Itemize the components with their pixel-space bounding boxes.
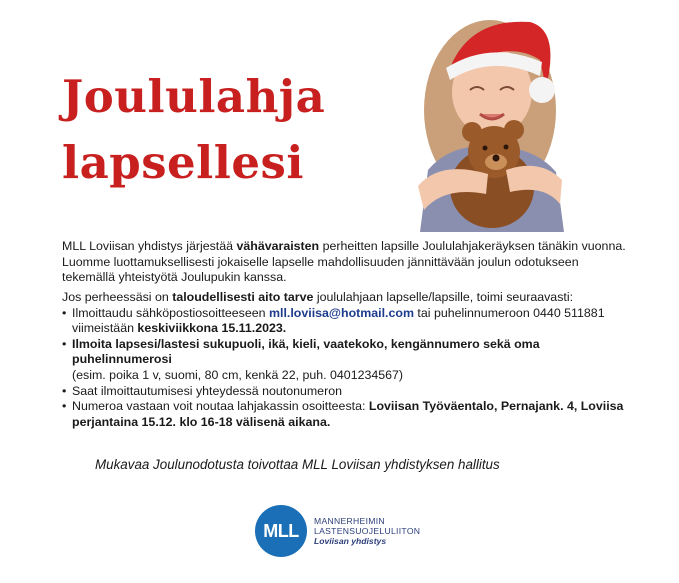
mll-logo xyxy=(255,505,420,557)
bullet-dot: • xyxy=(62,305,67,320)
register-deadline-date: keskiviikkona 15.11.2023. xyxy=(137,321,287,336)
bullet-dot: • xyxy=(62,399,67,414)
bullet-pickup-number xyxy=(62,384,642,400)
intro-paragraph xyxy=(62,239,642,286)
intro-line-3: tekemällä yhteistyötä Joulupukin kanssa. xyxy=(62,270,287,285)
bullet-dot: • xyxy=(62,336,67,351)
info-example-text: (esim. poika 1 v, suomi, 80 cm, kenkä 22, puh. 0401234567) xyxy=(72,367,404,382)
bullet-register xyxy=(62,306,642,337)
info-required-text: Ilmoita lapsesi/lastesi sukupuoli, ikä, kieli, vaatekoko, kengännumero sekä oma puhelinnumerosi xyxy=(72,336,540,367)
logo-line-1: MANNERHEIMIN xyxy=(314,516,385,526)
bullet-pickup-location xyxy=(62,399,642,430)
pickup-address: Loviisan Työväentalo, Pernajank. 4, Loviisa xyxy=(368,399,624,414)
mll-logo-text xyxy=(314,516,420,546)
mll-logo-mark: MLL xyxy=(255,505,307,557)
pickup-time: perjantaina 15.12. klo 16-18 välisenä aikana. xyxy=(72,414,331,429)
title-line-1: Joululahja xyxy=(62,70,326,123)
logo-line-2: LASTENSUOJELULIITON xyxy=(314,526,421,536)
register-deadline-label: viimeistään xyxy=(72,321,138,336)
pickup-location-text: Numeroa vastaan voit noutaa lahjakassin osoitteesta: xyxy=(72,399,369,414)
closing-greeting: Mukavaa Joulunodotusta toivottaa MLL Loviisan yhdistyksen hallitus xyxy=(95,457,500,472)
register-text-1: Ilmoittaudu sähköpostiosoitteeseen xyxy=(72,305,269,320)
logo-line-3: Loviisan yhdistys xyxy=(314,536,387,546)
need-text-2: joululahjaan lapselle/lapsille, toimi seuraavasti: xyxy=(313,290,574,304)
bullet-dot: • xyxy=(62,383,67,398)
pickup-number-text: Saat ilmoittautumisesi yhteydessä noutonumeron xyxy=(72,383,342,398)
title-line-2: lapsellesi xyxy=(62,136,304,189)
need-text-1: Jos perheessäsi on xyxy=(62,290,173,304)
register-text-2: tai puhelinnumeroon 0440 511881 xyxy=(413,305,605,320)
intro-bold: vähävaraisten xyxy=(236,239,320,253)
bullet-info xyxy=(62,337,642,384)
child-with-teddy-bear-photo xyxy=(410,10,570,232)
intro-text-1: MLL Loviisan yhdistys järjestää xyxy=(62,239,237,253)
intro-line-2: Luomme luottamuksellisesti jokaiselle lapselle mahdollisuuden jännittävään joulun odotukseen xyxy=(62,254,579,269)
instructions xyxy=(62,290,642,430)
email-link[interactable]: mll.loviisa@hotmail.com xyxy=(269,305,414,320)
need-bold: taloudellisesti aito tarve xyxy=(172,290,314,304)
intro-text-2: perheitten lapsille Joululahjakeräyksen tänäkin vuonna. xyxy=(319,239,626,253)
